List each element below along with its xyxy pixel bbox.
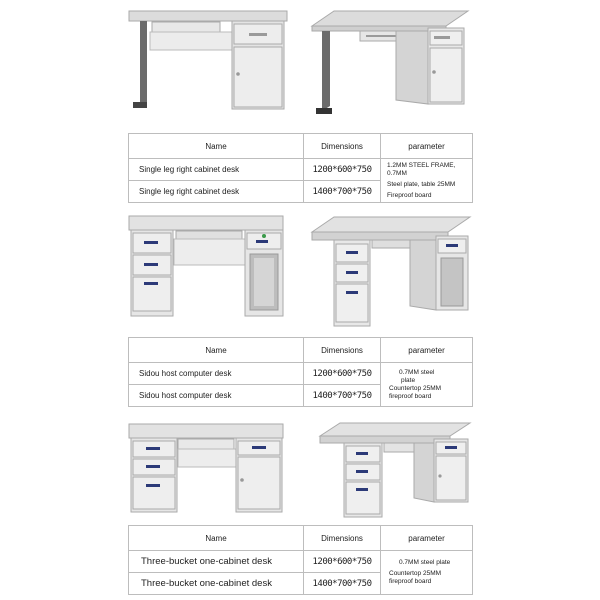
parameter-line: Countertop 25MM — [389, 570, 442, 577]
parameter-line: Steel plate, table 25MM — [387, 180, 456, 188]
product-name-cell: Single leg right cabinet desk — [129, 159, 304, 181]
dimensions-header: Dimensions — [304, 134, 381, 159]
dimensions-cell: 1400*700*750 — [304, 181, 381, 203]
product-name-cell: Three-bucket one-cabinet desk — [129, 551, 304, 573]
three-bucket-desk-angle-photo — [318, 420, 472, 520]
product-name-cell: Three-bucket one-cabinet desk — [129, 573, 304, 595]
parameter-cell — [381, 363, 473, 407]
parameter-line: 0.7MM steel plate — [399, 559, 451, 566]
name-header: Name — [129, 338, 304, 363]
parameter-cell — [381, 159, 473, 203]
dimensions-header: Dimensions — [304, 338, 381, 363]
dimensions-header: Dimensions — [304, 526, 381, 551]
computer-desk-angle-photo — [310, 214, 472, 330]
product-name-cell: Single leg right cabinet desk — [129, 181, 304, 203]
dimensions-cell: 1200*600*750 — [304, 159, 381, 181]
parameter-line: plate — [401, 376, 416, 384]
spec-table-single-leg — [128, 133, 473, 203]
parameter-header: parameter — [381, 526, 473, 551]
single-leg-desk-angle-photo — [310, 8, 470, 120]
parameter-line: fireproof board — [389, 392, 432, 400]
parameter-line: 0.7MM steel — [399, 368, 435, 376]
dimensions-cell: 1400*700*750 — [304, 385, 381, 407]
parameter-line: Countertop 25MM — [389, 384, 442, 392]
dimensions-cell: 1400*700*750 — [304, 573, 381, 595]
computer-desk-front-photo — [128, 214, 286, 320]
parameter-cell — [381, 551, 473, 595]
parameter-line: 1.2MM STEEL FRAME, 0.7MM — [387, 161, 456, 177]
parameter-header: parameter — [381, 134, 473, 159]
dimensions-cell: 1200*600*750 — [304, 363, 381, 385]
three-bucket-desk-front-photo — [128, 422, 286, 516]
spec-table-computer-desk — [128, 337, 473, 407]
spec-table-three-bucket — [128, 525, 473, 595]
dimensions-cell: 1200*600*750 — [304, 551, 381, 573]
parameter-line: fireproof board — [389, 578, 432, 585]
parameter-line: Fireproof board — [387, 191, 432, 199]
product-name-cell: Sidou host computer desk — [129, 385, 304, 407]
parameter-header: parameter — [381, 338, 473, 363]
name-header: Name — [129, 526, 304, 551]
single-leg-desk-front-photo — [128, 8, 290, 114]
product-name-cell: Sidou host computer desk — [129, 363, 304, 385]
name-header: Name — [129, 134, 304, 159]
